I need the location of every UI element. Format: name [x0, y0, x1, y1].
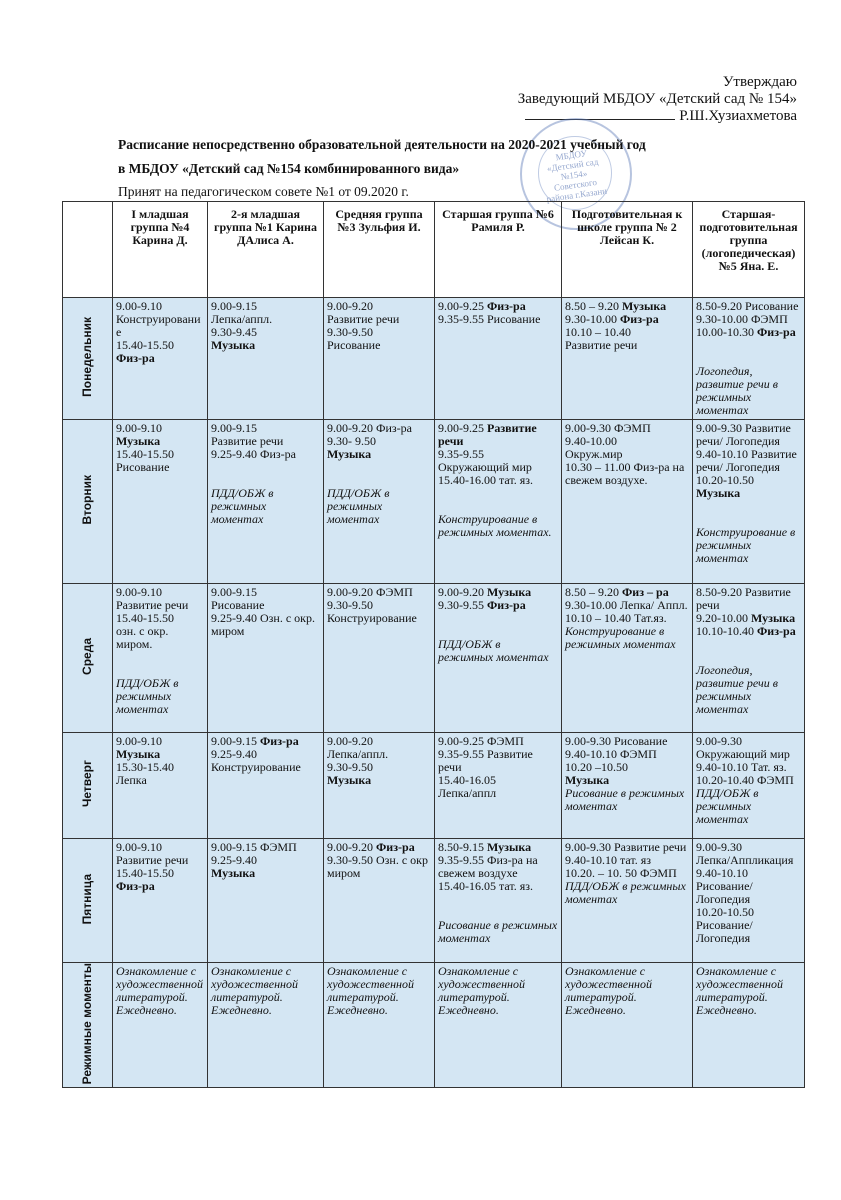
cell-text: 9.00-9.15	[211, 299, 257, 313]
cell-text: Развитие речи	[438, 421, 537, 448]
regime-cell	[693, 963, 805, 1088]
day-name: Четверг	[80, 760, 94, 808]
cell-text: ПДД/ОБЖ в режимных моментах	[696, 786, 759, 826]
cell-text: Физ-ра	[487, 299, 526, 313]
regime-cell	[208, 963, 324, 1088]
cell-text: 9.00-9.20 Физ-ра	[327, 421, 412, 435]
corner-cell	[63, 202, 113, 298]
approval-line2: Заведующий МБДОУ «Детский сад № 154»	[517, 91, 797, 107]
schedule-cell	[324, 839, 435, 963]
cell-text: 9.00-9.30	[696, 840, 742, 854]
cell-text: Физ-ра	[620, 312, 659, 326]
cell-text: 15.40-16.00 тат. яз.	[438, 473, 534, 487]
cell-text: Логопедия, развитие речи в режимных моментах	[696, 364, 778, 417]
cell-text: Физ-ра	[376, 840, 415, 854]
day-name: Понедельник	[80, 317, 94, 397]
cell-text: Музыка	[696, 486, 741, 500]
cell-text: Окруж.мир	[565, 447, 623, 461]
cell-text: 9.00-9.10	[116, 421, 162, 435]
cell-text: 9.00-9.30 Развитие речи/ Логопедия	[696, 421, 791, 448]
cell-text: 9.40-10.10 Развитие речи/ Логопедия	[696, 447, 797, 474]
schedule-cell	[324, 733, 435, 839]
cell-text: ПДД/ОБЖ в режимных моментах	[211, 486, 274, 526]
schedule-body	[63, 298, 805, 1088]
cell-text: 15.40-15.50	[116, 866, 174, 880]
cell-text: 9.35-9.55	[438, 447, 484, 461]
day-row	[63, 584, 805, 733]
cell-text: 9.00-9.10	[116, 299, 162, 313]
regime-cell	[435, 963, 562, 1088]
cell-text: Лепка/аппл.	[211, 312, 273, 326]
cell-text: Музыка	[327, 447, 372, 461]
cell-text: 9.00-9.30 Развитие речи	[565, 840, 687, 854]
cell-text: Музыка	[565, 773, 610, 787]
cell-text: Лепка/Аппликация	[696, 853, 794, 867]
cell-text: Рисование в режимных моментах	[438, 918, 558, 945]
regime-cell	[324, 963, 435, 1088]
cell-text: Музыка	[211, 338, 256, 352]
cell-text: Лепка	[116, 773, 147, 787]
day-name: Пятница	[80, 873, 94, 925]
cell-text: 9.30-9.50	[327, 598, 373, 612]
cell-text: Развитие речи	[116, 598, 189, 612]
cell-text: 9.30-9.50 Озн. с окр миром	[327, 853, 428, 880]
cell-text: Ознакомление с художественной литературой. Ежедневно.	[438, 964, 525, 1017]
day-row	[63, 420, 805, 584]
cell-text: ПДД/ОБЖ в режимных моментах	[327, 486, 390, 526]
schedule-cell	[113, 420, 208, 584]
schedule-cell	[113, 839, 208, 963]
cell-text: 15.40-16.05	[438, 773, 496, 787]
cell-text: Физ-ра	[757, 624, 796, 638]
cell-text: Музыка	[211, 866, 256, 880]
cell-text: Музыка	[487, 840, 532, 854]
cell-text: 9.30-9.50	[327, 760, 373, 774]
regime-row	[63, 963, 805, 1088]
cell-text: Рисование	[211, 598, 265, 612]
cell-text: 9.00-9.20	[327, 734, 373, 748]
day-name: Среда	[80, 638, 94, 675]
cell-text: 9.00-9.15	[211, 421, 257, 435]
cell-text: 9.40-10.10 Тат. яз.	[696, 760, 787, 774]
schedule-cell	[435, 584, 562, 733]
cell-text: 10.20-10.40 ФЭМП	[696, 773, 794, 787]
cell-text: Рисование/Логопедия	[696, 918, 753, 945]
cell-text: 9.00-9.20	[327, 299, 373, 313]
day-row	[63, 298, 805, 420]
cell-text: 9.40-10.10 ФЭМП	[565, 747, 657, 761]
cell-text: 9.00-9.25	[438, 421, 487, 435]
schedule-cell	[435, 733, 562, 839]
cell-text: Ознакомление с художественной литературой. Ежедневно.	[696, 964, 783, 1017]
regime-cell	[562, 963, 693, 1088]
cell-text: Рисование	[327, 338, 381, 352]
signature-line	[525, 119, 675, 120]
director-name: Р.Ш.Хузиахметова	[679, 108, 797, 124]
day-label-2	[63, 584, 113, 733]
cell-text: 9.00-9.10	[116, 585, 162, 599]
cell-text: Развитие речи	[116, 853, 189, 867]
cell-text: 10.10 – 10.40 Тат.яз.	[565, 611, 667, 625]
cell-text: 10.10-10.40	[696, 624, 757, 638]
schedule-cell	[693, 839, 805, 963]
cell-text: Развитие речи	[565, 338, 638, 352]
cell-text: Лепка/аппл.	[327, 747, 389, 761]
cell-text: 9.35-9.55 Физ-ра на свежем воздухе	[438, 853, 538, 880]
col-header-1: I младшая группа №4 Карина Д.	[113, 202, 208, 298]
cell-text: Конструирование в режимных моментах	[696, 525, 796, 565]
cell-text: 9.40-10.10 тат. яз	[565, 853, 652, 867]
schedule-cell	[435, 839, 562, 963]
cell-text: Музыка	[116, 747, 161, 761]
cell-text: 8.50-9.20 Рисование	[696, 299, 799, 313]
cell-text: 9.00-9.30 ФЭМП	[565, 421, 651, 435]
cell-text: 9.00-9.30 Рисование	[565, 734, 668, 748]
schedule-cell	[693, 420, 805, 584]
cell-text: 9.30-10.00	[565, 312, 620, 326]
cell-text: ПДД/ОБЖ в режимных моментах	[565, 879, 686, 906]
cell-text: 10.20-10.50	[696, 473, 754, 487]
cell-text: 8.50-9.15	[438, 840, 487, 854]
cell-text: Музыка	[487, 585, 532, 599]
cell-text: 9.25-9.40	[211, 747, 257, 761]
cell-text: 10.20. – 10. 50 ФЭМП	[565, 866, 677, 880]
cell-text: Рисование в режимных моментах	[565, 786, 685, 813]
cell-text: 9.25-9.40 Озн. с окр. миром	[211, 611, 315, 638]
cell-text: 8.50-9.20 Развитие речи	[696, 585, 791, 612]
page-title: Расписание непосредственно образовательной деятельности на 2020-2021 учебный год	[118, 137, 646, 152]
col-header-2: 2-я младшая группа №1 Карина ДАлиса А.	[208, 202, 324, 298]
cell-text: 9.00-9.25	[438, 299, 487, 313]
schedule-cell	[208, 420, 324, 584]
seal-text: МБДОУ «Детский сад №154» Советского района г.Казани	[545, 148, 608, 204]
schedule-cell	[562, 584, 693, 733]
schedule-cell	[435, 298, 562, 420]
cell-text: 9.00-9.25 ФЭМП	[438, 734, 524, 748]
schedule-cell	[324, 298, 435, 420]
day-name: Вторник	[80, 475, 94, 525]
schedule-cell	[562, 298, 693, 420]
cell-text: 9.30-9.55	[438, 598, 487, 612]
cell-text: Физ-ра	[757, 325, 796, 339]
schedule-cell	[562, 733, 693, 839]
cell-text: 8.50 – 9.20	[565, 585, 622, 599]
day-label-3	[63, 733, 113, 839]
day-row	[63, 839, 805, 963]
cell-text: 15.40-15.50	[116, 447, 174, 461]
cell-text: 9.40-10.10	[696, 866, 748, 880]
schedule-cell	[324, 584, 435, 733]
schedule-cell	[435, 420, 562, 584]
cell-text: Музыка	[751, 611, 796, 625]
cell-text: Конструирование	[116, 312, 201, 339]
cell-text: 8.50 – 9.20	[565, 299, 622, 313]
schedule-cell	[324, 420, 435, 584]
cell-text: 9.40-10.00	[565, 434, 617, 448]
cell-text: 9.25-9.40 Физ-ра	[211, 447, 296, 461]
cell-text: Развитие речи	[327, 312, 400, 326]
cell-text: 9.00-9.20 ФЭМП	[327, 585, 413, 599]
cell-text: Окружающий мир	[438, 460, 532, 474]
schedule-cell	[208, 298, 324, 420]
cell-text: 9.30- 9.50	[327, 434, 376, 448]
page-subtitle: в МБДОУ «Детский сад №154 комбинированного вида»	[118, 161, 460, 176]
schedule-cell	[208, 733, 324, 839]
cell-text: Конструирование	[211, 760, 301, 774]
cell-text: ПДД/ОБЖ в режимных моментах	[116, 676, 179, 716]
cell-text: 15.40-15.50	[116, 611, 174, 625]
cell-text: 9.00-9.30	[696, 734, 742, 748]
cell-text: 9.35-9.55 Развитие речи	[438, 747, 533, 774]
cell-text: ПДД/ОБЖ в режимных моментах	[438, 637, 549, 664]
cell-text: 9.20-10.00	[696, 611, 751, 625]
cell-text: Физ-ра	[116, 879, 155, 893]
schedule-cell	[208, 839, 324, 963]
cell-text: 9.00-9.10	[116, 734, 162, 748]
day-label-5	[63, 963, 113, 1088]
cell-text: Физ-ра	[116, 351, 155, 365]
day-row	[63, 733, 805, 839]
cell-text: Музыка	[116, 434, 161, 448]
cell-text: Ознакомление с художественной литературой. Ежедневно.	[116, 964, 203, 1017]
schedule-cell	[113, 584, 208, 733]
col-header-4: Старшая группа №6 Рамиля Р.	[435, 202, 562, 298]
cell-text: 9.30-10.00 Лепка/ Аппл.	[565, 598, 688, 612]
cell-text: 9.00-9.15	[211, 734, 260, 748]
cell-text: 9.00-9.15 ФЭМП	[211, 840, 297, 854]
schedule-cell	[562, 839, 693, 963]
cell-text: 9.00-9.15	[211, 585, 257, 599]
cell-text: 10.20-10.50	[696, 905, 754, 919]
schedule-cell	[693, 298, 805, 420]
cell-text: 10.10 – 10.40	[565, 325, 631, 339]
cell-text: Физ-ра	[487, 598, 526, 612]
cell-text: озн. с окр. миром.	[116, 624, 169, 651]
cell-text: Лепка/аппл	[438, 786, 497, 800]
cell-text: Физ-ра	[260, 734, 299, 748]
day-label-1	[63, 420, 113, 584]
accepted-note: Принят на педагогическом совете №1 от 09.2020 г.	[118, 184, 409, 199]
cell-text: Окружающий мир	[696, 747, 790, 761]
cell-text: 15.40-15.50	[116, 338, 174, 352]
cell-text: 15.40-16.05 тат. яз.	[438, 879, 534, 893]
cell-text: 10.30 – 11.00 Физ-ра на свежем воздухе.	[565, 460, 685, 487]
cell-text: Логопедия, развитие речи в режимных моментах	[696, 663, 778, 716]
cell-text: 10.00-10.30	[696, 325, 757, 339]
cell-text: Физ – ра	[622, 585, 669, 599]
cell-text: 9.25-9.40	[211, 853, 257, 867]
schedule-cell	[113, 733, 208, 839]
day-label-4	[63, 839, 113, 963]
schedule-cell	[693, 584, 805, 733]
cell-text: Ознакомление с художественной литературой. Ежедневно.	[565, 964, 652, 1017]
day-name: Режимные моменты	[80, 963, 94, 1085]
approval-block	[518, 74, 797, 125]
cell-text: 9.30-10.00 ФЭМП	[696, 312, 788, 326]
cell-text: 10.20 –10.50	[565, 760, 628, 774]
regime-cell	[113, 963, 208, 1088]
schedule-table	[62, 201, 805, 1088]
schedule-cell	[113, 298, 208, 420]
col-header-3: Средняя группа №3 Зульфия И.	[324, 202, 435, 298]
day-label-0	[63, 298, 113, 420]
header-row	[63, 202, 805, 298]
col-header-6: Старшая-подготовительная группа (логопедическая) №5 Яна. Е.	[693, 202, 805, 298]
cell-text: 9.00-9.20	[327, 840, 376, 854]
approval-line1: Утверждаю	[722, 74, 797, 90]
cell-text: Ознакомление с художественной литературой. Ежедневно.	[327, 964, 414, 1017]
schedule-cell	[562, 420, 693, 584]
cell-text: Конструирование в режимных моментах	[565, 624, 676, 651]
cell-text: Конструирование	[327, 611, 417, 625]
cell-text: Музыка	[327, 773, 372, 787]
cell-text: 9.00-9.20	[438, 585, 487, 599]
cell-text: Конструирование в режимных моментах.	[438, 512, 552, 539]
cell-text: 9.35-9.55 Рисование	[438, 312, 541, 326]
cell-text: Музыка	[622, 299, 667, 313]
cell-text: Развитие речи	[211, 434, 284, 448]
col-header-5: Подготовительная к школе группа № 2 Лейсан К.	[562, 202, 693, 298]
schedule-cell	[693, 733, 805, 839]
cell-text: 9.30-9.50	[327, 325, 373, 339]
cell-text: Рисование	[116, 460, 170, 474]
cell-text: 9.30-9.45	[211, 325, 257, 339]
schedule-cell	[208, 584, 324, 733]
cell-text: 15.30-15.40	[116, 760, 174, 774]
cell-text: 9.00-9.10	[116, 840, 162, 854]
cell-text: Рисование/Логопедия	[696, 879, 753, 906]
cell-text: Ознакомление с художественной литературой. Ежедневно.	[211, 964, 298, 1017]
